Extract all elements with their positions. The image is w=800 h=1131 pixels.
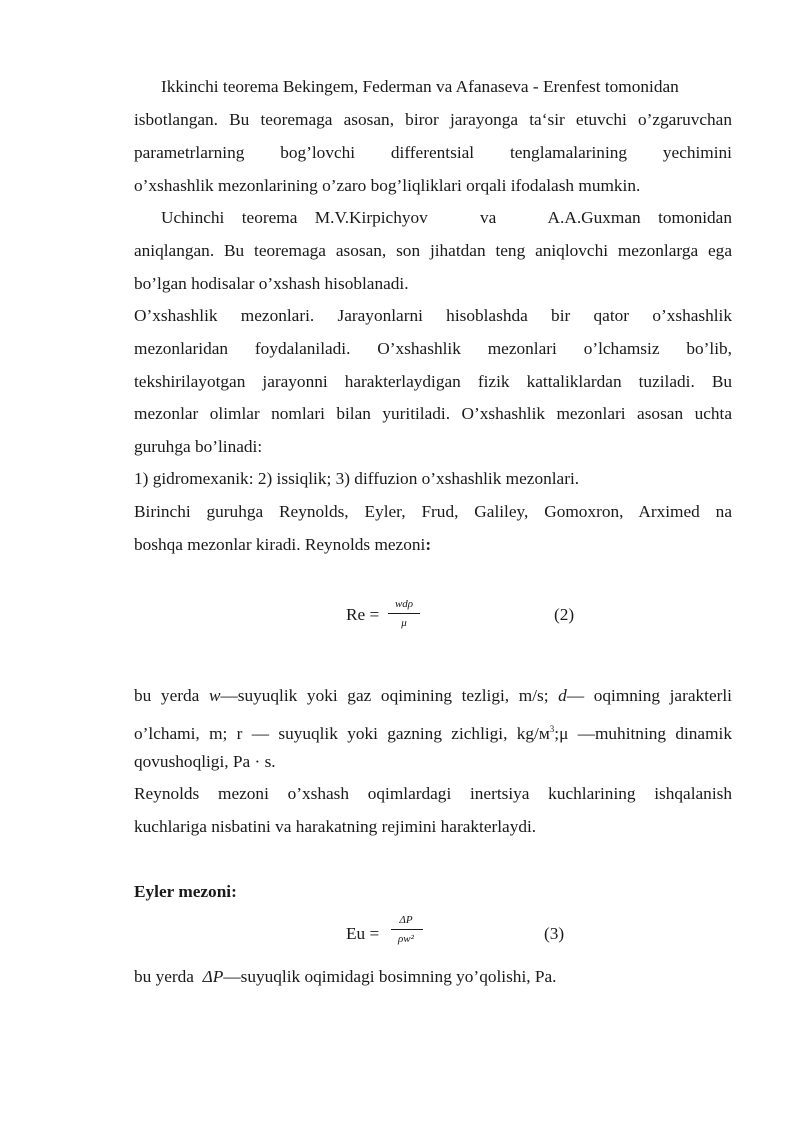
paragraph-text: boshqa mezonlar kiradi. Reynolds mezoni: [134, 535, 426, 554]
section-heading: Eyler mezoni:: [134, 882, 237, 901]
paragraph-line: O’xshashlik mezonlari. Jarayonlarni hisoblashda bir qator o’xshashlik: [134, 306, 732, 325]
paragraph-line: tekshirilayotgan jarayonni harakterlaydigan fizik kattaliklardan tuziladi. Bu: [134, 372, 732, 391]
formula-denominator: μ: [401, 617, 407, 629]
paragraph-line: Ikkinchi teorema Bekingem, Federman va Afanaseva - Erenfest tomonidan: [161, 77, 679, 96]
formula-lhs: Re =: [346, 605, 380, 624]
superscript: 3: [549, 724, 555, 734]
paragraph-line: bo’lgan hodisalar o’xshash hisoblanadi.: [134, 274, 409, 293]
paragraph-line: Birinchi guruhga Reynolds, Eyler, Frud, Galiley, Gomoxron, Arximed na: [134, 502, 732, 521]
paragraph-line: 1) gidromexanik: 2) issiqlik; 3) diffuzion o’xshashlik mezonlari.: [134, 469, 580, 488]
text: —suyuqlik yoki gaz oqimining tezligi, m/s;: [220, 686, 559, 705]
text: ;μ —muhitning dinamik: [554, 723, 732, 743]
paragraph-line: o’xshashlik mezonlarining o’zaro bog’liqliklari orqali ifodalash mumkin.: [134, 176, 641, 195]
symbol-d: d: [558, 686, 567, 705]
paragraph-line: Reynolds mezoni o’xshash oqimlardagi inertsiya kuchlarining ishqalanish: [134, 784, 732, 803]
symbol-delta-p: ΔP: [202, 967, 224, 986]
paragraph-line: [134, 719, 732, 744]
equation-number: (2): [554, 605, 575, 624]
paragraph-line: mezonlar olimlar nomlari bilan yuritiladi. O’xshashlik mezonlari asosan uchta: [134, 404, 732, 423]
text: o’lchami, m; r — suyuqlik yoki gazning zichligi, kg/м: [134, 723, 550, 743]
paragraph-line: mezonlaridan foydalaniladi. O’xshashlik mezonlari o’lchamsiz bo’lib,: [134, 339, 732, 358]
paragraph-line: Uchinchi teorema M.V.Kirpichyov va A.A.Guxman tomonidan: [161, 208, 732, 227]
paragraph-line: parametrlarning bog’lovchi differentsial tenglamalarining yechimini: [134, 143, 732, 162]
paragraph-line: qovushoqligi, Pa · s.: [134, 752, 276, 771]
formula-numerator: wdρ: [394, 598, 414, 610]
text: — oqimning jarakterli: [566, 686, 732, 705]
fraction-bar: [388, 613, 420, 614]
text: bu yerda: [134, 967, 203, 986]
paragraph-line: isbotlangan. Bu teoremaga asosan, biror jarayonga ta‘sir etuvchi o’zgaruvchan: [134, 110, 732, 129]
paragraph-line: [134, 686, 732, 706]
symbol-w: w: [208, 686, 221, 705]
paragraph-line: aniqlangan. Bu teoremaga asosan, son jihatdan teng aniqlovchi mezonlarga ega: [134, 241, 732, 260]
paragraph-line: [134, 967, 732, 987]
text: bu yerda: [134, 686, 209, 705]
equation-number: (3): [544, 924, 565, 943]
colon: :: [425, 535, 432, 554]
fraction-bar: [391, 929, 423, 930]
paragraph-line: [134, 535, 732, 555]
paragraph-line: guruhga bo’linadi:: [134, 437, 263, 456]
paragraph-line: kuchlariga nisbatini va harakatning rejimini harakterlaydi.: [134, 817, 537, 836]
formula-numerator: ΔP: [399, 914, 413, 926]
text: —suyuqlik oqimidagi bosimning yo’qolishi, Pa.: [223, 967, 557, 986]
formula-denominator: ρw²: [398, 933, 414, 945]
formula-lhs: Eu =: [346, 924, 380, 943]
